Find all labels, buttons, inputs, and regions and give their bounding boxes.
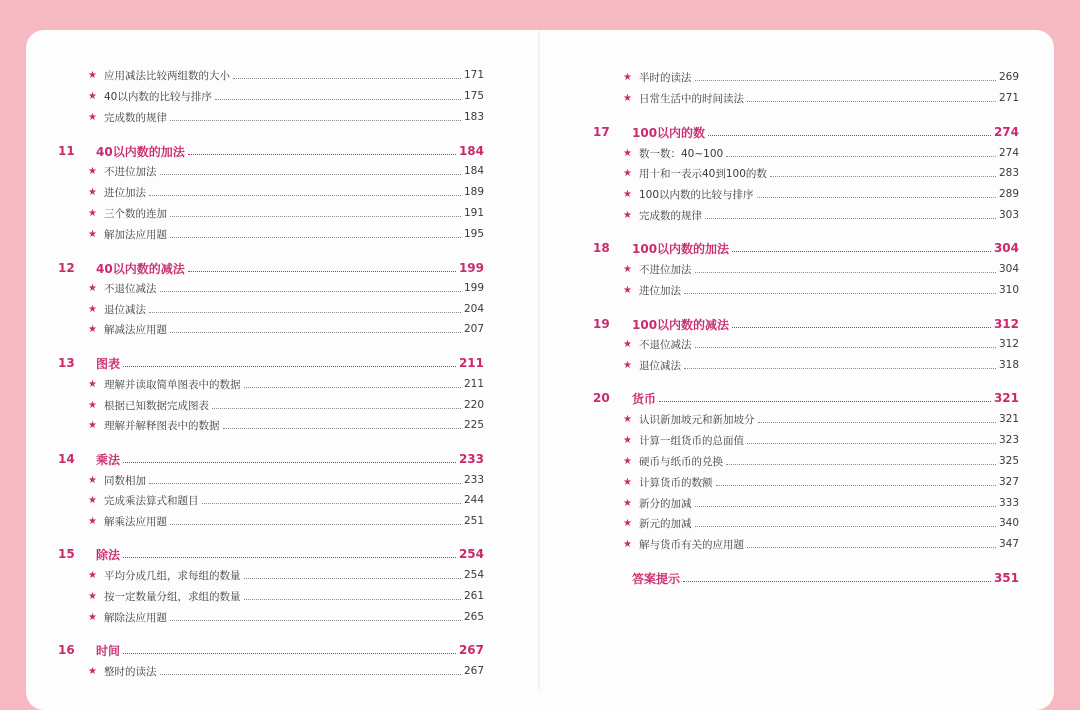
chapter-title: 100以内数的减法 <box>632 317 730 332</box>
page-number: 261 <box>463 590 484 602</box>
dot-leader <box>683 581 991 582</box>
entry-title: 解与货币有关的应用题 <box>639 538 744 551</box>
dot-leader <box>160 174 461 175</box>
page-number: 175 <box>463 90 484 102</box>
dot-leader <box>149 483 461 484</box>
page-number: 207 <box>463 323 484 335</box>
dot-leader <box>244 599 461 600</box>
toc-chapter[interactable] <box>58 260 484 276</box>
star-icon: ★ <box>88 378 97 390</box>
chapter-number: 13 <box>58 356 75 370</box>
entry-title: 100以内数的比较与排序 <box>639 188 754 201</box>
star-icon: ★ <box>623 167 632 179</box>
star-icon: ★ <box>623 497 632 509</box>
page-number: 274 <box>998 147 1019 159</box>
page-number: 347 <box>998 538 1019 550</box>
page-number: 199 <box>463 282 484 294</box>
entry-title: 计算一组货币的总面值 <box>639 434 744 447</box>
chapter-title: 40以内数的减法 <box>96 261 185 276</box>
entry-title: 解除法应用题 <box>104 611 167 624</box>
star-icon: ★ <box>88 665 97 677</box>
page-number: 267 <box>458 643 484 657</box>
star-icon: ★ <box>623 517 632 529</box>
toc-entry[interactable] <box>88 492 484 508</box>
page-number: 312 <box>993 317 1019 331</box>
chapter-number: 18 <box>593 241 610 255</box>
dot-leader <box>758 422 996 423</box>
dot-leader <box>233 78 461 79</box>
page-number: 333 <box>998 497 1019 509</box>
page-number: 271 <box>998 92 1019 104</box>
star-icon: ★ <box>88 611 97 623</box>
star-icon: ★ <box>623 338 632 350</box>
dot-leader <box>188 271 456 272</box>
dot-leader <box>695 272 996 273</box>
toc-entry[interactable] <box>88 397 484 413</box>
page-number: 191 <box>463 207 484 219</box>
dot-leader <box>708 135 991 136</box>
entry-title: 退位减法 <box>639 359 681 372</box>
star-icon: ★ <box>623 92 632 104</box>
star-icon: ★ <box>623 359 632 371</box>
toc-entry[interactable] <box>623 336 1019 352</box>
chapter-number: 15 <box>58 547 75 561</box>
chapter-number: 14 <box>58 452 75 466</box>
dot-leader <box>716 485 996 486</box>
entry-title: 不进位加法 <box>639 263 692 276</box>
dot-leader <box>223 428 461 429</box>
page-number: 267 <box>463 665 484 677</box>
dot-leader <box>659 401 991 402</box>
star-icon: ★ <box>623 209 632 221</box>
star-icon: ★ <box>88 474 97 486</box>
page-number: 340 <box>998 517 1019 529</box>
toc-entry[interactable] <box>623 453 1019 469</box>
toc-entry[interactable] <box>88 376 484 392</box>
dot-leader <box>149 195 461 196</box>
page-number: 211 <box>458 356 484 370</box>
toc-entry[interactable] <box>623 207 1019 223</box>
entry-title: 解加法应用题 <box>104 228 167 241</box>
dot-leader <box>202 503 461 504</box>
toc-entry[interactable] <box>623 282 1019 298</box>
star-icon: ★ <box>623 188 632 200</box>
page-number: 233 <box>463 474 484 486</box>
page-number: 225 <box>463 419 484 431</box>
dot-leader <box>747 101 996 102</box>
toc-entry[interactable] <box>88 163 484 179</box>
toc-entry[interactable] <box>623 90 1019 106</box>
star-icon: ★ <box>623 284 632 296</box>
entry-title: 新元的加减 <box>639 517 692 530</box>
dot-leader <box>757 197 996 198</box>
star-icon: ★ <box>623 476 632 488</box>
entry-title: 用十和一表示40到100的数 <box>639 167 767 180</box>
dot-leader <box>160 674 461 675</box>
page-gutter <box>538 30 540 690</box>
dot-leader <box>770 176 996 177</box>
dot-leader <box>732 251 991 252</box>
dot-leader <box>170 620 461 621</box>
dot-leader <box>684 368 996 369</box>
page-number: 254 <box>463 569 484 581</box>
toc-entry[interactable] <box>623 495 1019 511</box>
page-number: 251 <box>463 515 484 527</box>
page-number: 244 <box>463 494 484 506</box>
toc-entry[interactable] <box>623 145 1019 161</box>
dot-leader <box>160 291 461 292</box>
entry-title: 不退位减法 <box>104 282 157 295</box>
toc-chapter[interactable] <box>593 390 1019 406</box>
entry-title: 硬币与纸币的兑换 <box>639 455 723 468</box>
entry-title: 按一定数量分组，求组的数量 <box>104 590 241 603</box>
page-number: 304 <box>998 263 1019 275</box>
dot-leader <box>747 547 996 548</box>
toc-chapter[interactable] <box>58 355 484 371</box>
chapter-number: 17 <box>593 125 610 139</box>
toc-entry[interactable] <box>88 609 484 625</box>
dot-leader <box>726 464 996 465</box>
toc-chapter[interactable] <box>593 124 1019 140</box>
toc-entry[interactable] <box>88 280 484 296</box>
toc-entry[interactable] <box>88 567 484 583</box>
star-icon: ★ <box>623 147 632 159</box>
entry-title: 日常生活中的时间读法 <box>639 92 744 105</box>
page-number: 211 <box>463 378 484 390</box>
dot-leader <box>244 578 461 579</box>
dot-leader <box>726 156 996 157</box>
chapter-title: 货币 <box>632 391 657 406</box>
dot-leader <box>684 293 996 294</box>
dot-leader <box>123 462 456 463</box>
entry-title: 解乘法应用题 <box>104 515 167 528</box>
entry-title: 整时的读法 <box>104 665 157 678</box>
entry-title: 认识新加坡元和新加坡分 <box>639 413 755 426</box>
toc-chapter[interactable] <box>593 570 1019 586</box>
chapter-title: 时间 <box>96 643 121 658</box>
entry-title: 进位加法 <box>104 186 146 199</box>
chapter-title: 图表 <box>96 356 121 371</box>
toc-chapter[interactable] <box>58 143 484 159</box>
page-number: 233 <box>458 452 484 466</box>
dot-leader <box>732 327 991 328</box>
page-number: 310 <box>998 284 1019 296</box>
chapter-number: 11 <box>58 144 75 158</box>
toc-entry[interactable] <box>623 165 1019 181</box>
page-number: 312 <box>998 338 1019 350</box>
star-icon: ★ <box>88 186 97 198</box>
page-number: 351 <box>993 571 1019 585</box>
star-icon: ★ <box>623 538 632 550</box>
toc-entry[interactable] <box>88 205 484 221</box>
page-number: 183 <box>463 111 484 123</box>
toc-chapter[interactable] <box>593 316 1019 332</box>
toc-entry[interactable] <box>88 301 484 317</box>
page-number: 321 <box>998 413 1019 425</box>
entry-title: 完成乘法算式和题目 <box>104 494 199 507</box>
chapter-title: 100以内数的加法 <box>632 241 730 256</box>
toc-chapter[interactable] <box>58 451 484 467</box>
entry-title: 退位减法 <box>104 303 146 316</box>
chapter-number: 16 <box>58 643 75 657</box>
toc-entry[interactable] <box>88 513 484 529</box>
page-number: 304 <box>993 241 1019 255</box>
dot-leader <box>695 347 996 348</box>
toc-entry[interactable] <box>623 474 1019 490</box>
dot-leader <box>123 366 456 367</box>
entry-title: 完成数的规律 <box>639 209 702 222</box>
dot-leader <box>170 332 461 333</box>
star-icon: ★ <box>88 515 97 527</box>
star-icon: ★ <box>88 165 97 177</box>
toc-entry[interactable] <box>623 186 1019 202</box>
dot-leader <box>170 216 461 217</box>
entry-title: 三个数的连加 <box>104 207 167 220</box>
page-number: 283 <box>998 167 1019 179</box>
star-icon: ★ <box>623 263 632 275</box>
toc-entry[interactable] <box>623 411 1019 427</box>
star-icon: ★ <box>88 323 97 335</box>
page-number: 269 <box>998 71 1019 83</box>
entry-title: 进位加法 <box>639 284 681 297</box>
star-icon: ★ <box>88 282 97 294</box>
dot-leader <box>747 443 996 444</box>
toc-entry[interactable] <box>88 184 484 200</box>
dot-leader <box>123 557 456 558</box>
dot-leader <box>149 312 461 313</box>
page-number: 265 <box>463 611 484 623</box>
entry-title: 数一数：40~100 <box>639 147 724 160</box>
page-number: 171 <box>463 69 484 81</box>
page-number: 321 <box>993 391 1019 405</box>
entry-title: 完成数的规律 <box>104 111 167 124</box>
page-number: 274 <box>993 125 1019 139</box>
toc-chapter[interactable] <box>593 240 1019 256</box>
chapter-number: 19 <box>593 317 610 331</box>
toc-entry[interactable] <box>88 226 484 242</box>
entry-title: 理解并读取简单图表中的数据 <box>104 378 241 391</box>
page-number: 327 <box>998 476 1019 488</box>
dot-leader <box>695 526 996 527</box>
toc-entry[interactable] <box>88 109 484 125</box>
dot-leader <box>212 408 461 409</box>
dot-leader <box>188 154 456 155</box>
star-icon: ★ <box>88 569 97 581</box>
toc-entry[interactable] <box>88 663 484 679</box>
chapter-number: 12 <box>58 261 75 275</box>
toc-entry[interactable] <box>88 88 484 104</box>
page-number: 189 <box>463 186 484 198</box>
page-number: 289 <box>998 188 1019 200</box>
entry-title: 计算货币的数额 <box>639 476 713 489</box>
entry-title: 40以内数的比较与排序 <box>104 90 212 103</box>
entry-title: 应用减法比较两组数的大小 <box>104 69 230 82</box>
toc-chapter[interactable] <box>58 642 484 658</box>
page-number: 184 <box>458 144 484 158</box>
toc-entry[interactable] <box>623 515 1019 531</box>
star-icon: ★ <box>623 413 632 425</box>
dot-leader <box>695 506 996 507</box>
star-icon: ★ <box>88 303 97 315</box>
entry-title: 同数相加 <box>104 474 146 487</box>
page-number: 325 <box>998 455 1019 467</box>
chapter-title: 乘法 <box>96 452 121 467</box>
toc-entry[interactable] <box>623 261 1019 277</box>
toc-entry[interactable] <box>623 357 1019 373</box>
page-number: 195 <box>463 228 484 240</box>
entry-title: 平均分成几组，求每组的数量 <box>104 569 241 582</box>
star-icon: ★ <box>623 455 632 467</box>
star-icon: ★ <box>623 434 632 446</box>
page-number: 204 <box>463 303 484 315</box>
entry-title: 不进位加法 <box>104 165 157 178</box>
page-number: 303 <box>998 209 1019 221</box>
entry-title: 理解并解释图表中的数据 <box>104 419 220 432</box>
chapter-title: 100以内的数 <box>632 125 706 140</box>
page-number: 323 <box>998 434 1019 446</box>
chapter-number: 20 <box>593 391 610 405</box>
star-icon: ★ <box>88 90 97 102</box>
dot-leader <box>170 120 461 121</box>
dot-leader <box>705 218 996 219</box>
toc-entry[interactable] <box>623 69 1019 85</box>
dot-leader <box>170 237 461 238</box>
entry-title: 根据已知数据完成图表 <box>104 399 209 412</box>
toc-entry[interactable] <box>623 432 1019 448</box>
toc-entry[interactable] <box>88 472 484 488</box>
star-icon: ★ <box>88 399 97 411</box>
star-icon: ★ <box>88 207 97 219</box>
toc-entry[interactable] <box>88 588 484 604</box>
chapter-title: 除法 <box>96 547 121 562</box>
page-number: 220 <box>463 399 484 411</box>
star-icon: ★ <box>88 69 97 81</box>
page-number: 184 <box>463 165 484 177</box>
dot-leader <box>215 99 461 100</box>
dot-leader <box>170 524 461 525</box>
star-icon: ★ <box>88 419 97 431</box>
entry-title: 半时的读法 <box>639 71 692 84</box>
page-number: 318 <box>998 359 1019 371</box>
dot-leader <box>244 387 461 388</box>
page-number: 254 <box>458 547 484 561</box>
entry-title: 解减法应用题 <box>104 323 167 336</box>
toc-entry[interactable] <box>623 536 1019 552</box>
entry-title: 新分的加减 <box>639 497 692 510</box>
star-icon: ★ <box>88 494 97 506</box>
star-icon: ★ <box>88 590 97 602</box>
star-icon: ★ <box>88 228 97 240</box>
page-number: 199 <box>458 261 484 275</box>
chapter-title: 答案提示 <box>632 571 681 586</box>
star-icon: ★ <box>623 71 632 83</box>
chapter-title: 40以内数的加法 <box>96 144 185 159</box>
toc-chapter[interactable] <box>58 546 484 562</box>
entry-title: 不退位减法 <box>639 338 692 351</box>
toc-entry[interactable] <box>88 67 484 83</box>
dot-leader <box>695 80 996 81</box>
toc-entry[interactable] <box>88 321 484 337</box>
dot-leader <box>123 653 456 654</box>
star-icon: ★ <box>88 111 97 123</box>
toc-entry[interactable] <box>88 417 484 433</box>
